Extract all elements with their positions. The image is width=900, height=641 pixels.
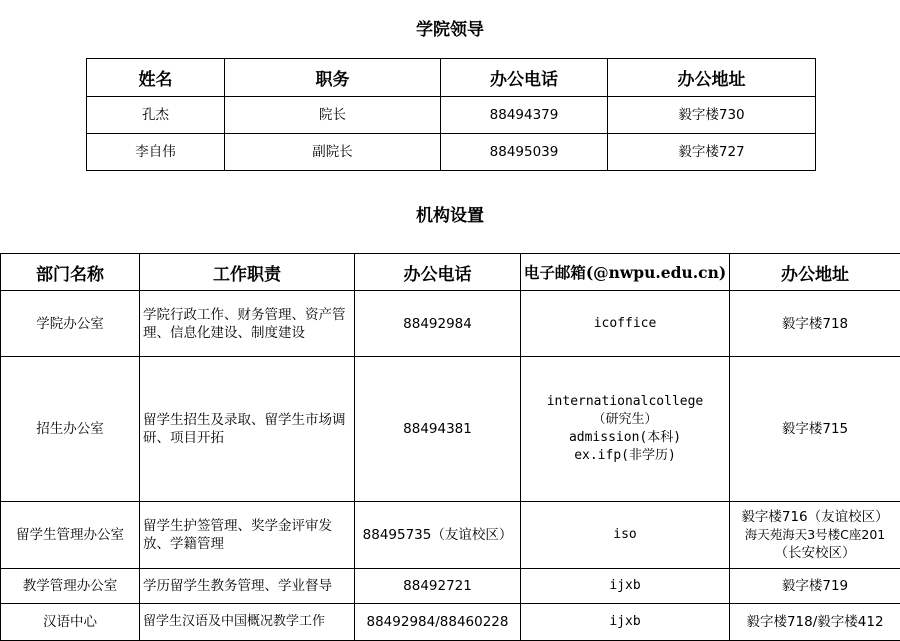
- leaders-section-title: 学院领导: [416, 20, 484, 40]
- header-address: 办公地址: [730, 254, 900, 291]
- department-phone: 88492984/88460228: [355, 604, 521, 641]
- header-position: 职务: [225, 59, 441, 97]
- department-address: [730, 357, 900, 502]
- department-phone: 88494381: [355, 357, 521, 502]
- email-line: admission(本科): [568, 430, 682, 445]
- email-line: icoffice: [593, 315, 657, 331]
- header-department: 部门名称: [1, 254, 140, 291]
- leaders-table: [86, 58, 816, 171]
- address-line: 毅字楼719: [781, 578, 849, 594]
- address-line: 毅字楼718/毅字楼412: [746, 614, 884, 630]
- address-line: （长安校区）: [774, 545, 856, 561]
- department-name: 学院办公室: [1, 291, 140, 357]
- table-row: [87, 97, 816, 134]
- department-duties: 留学生招生及录取、留学生市场调研、项目开拓: [140, 357, 355, 502]
- table-row: [87, 134, 816, 171]
- department-address: [730, 569, 900, 604]
- leader-position: 副院长: [225, 134, 441, 171]
- table-row: [1, 569, 900, 604]
- departments-section-title: 机构设置: [416, 206, 484, 226]
- leader-name: 李自伟: [87, 134, 225, 171]
- table-row: [1, 604, 900, 641]
- header-address: 办公地址: [608, 59, 816, 97]
- department-duties: 学历留学生教务管理、学业督导: [140, 569, 355, 604]
- email-line: iso: [613, 527, 637, 542]
- department-address: [730, 604, 900, 641]
- email-line: ijxb: [609, 578, 641, 593]
- department-phone: 88492721: [355, 569, 521, 604]
- department-email: [521, 357, 730, 502]
- table-row: [1, 291, 900, 357]
- leader-address: 毅字楼727: [608, 134, 816, 171]
- departments-table: [0, 253, 900, 641]
- leader-address: 毅字楼730: [608, 97, 816, 134]
- address-line: 毅字楼718: [781, 315, 849, 332]
- leader-phone: 88495039: [441, 134, 608, 171]
- table-header-row: [1, 254, 900, 291]
- department-address: [730, 291, 900, 357]
- email-line: ijxb: [609, 614, 641, 629]
- header-name: 姓名: [87, 59, 225, 97]
- email-line: internationalcollege: [546, 394, 704, 409]
- leader-name: 孔杰: [87, 97, 225, 134]
- address-line: 毅字楼715: [781, 421, 849, 437]
- table-row: [1, 502, 900, 569]
- department-name: 汉语中心: [1, 604, 140, 641]
- department-name: 教学管理办公室: [1, 569, 140, 604]
- department-duties: 留学生护签管理、奖学金评审发放、学籍管理: [140, 502, 355, 569]
- department-email: [521, 291, 730, 357]
- leader-position: 院长: [225, 97, 441, 134]
- department-email: [521, 502, 730, 569]
- department-duties: 留学生汉语及中国概况教学工作: [140, 604, 355, 641]
- leader-phone: 88494379: [441, 97, 608, 134]
- header-phone: 办公电话: [441, 59, 608, 97]
- department-phone: 88492984: [355, 291, 521, 357]
- email-line: ex.ifp(非学历): [574, 448, 676, 463]
- department-address: [730, 502, 900, 569]
- table-header-row: [87, 59, 816, 97]
- address-line: 毅字楼716（友谊校区）: [741, 509, 889, 525]
- department-duties: 学院行政工作、财务管理、资产管理、信息化建设、制度建设: [140, 291, 355, 357]
- department-email: [521, 569, 730, 604]
- department-name: 留学生管理办公室: [1, 502, 140, 569]
- department-phone: 88495735（友谊校区）: [355, 502, 521, 569]
- table-row: [1, 357, 900, 502]
- header-duties: 工作职责: [140, 254, 355, 291]
- email-line: （研究生）: [592, 412, 658, 427]
- department-name: 招生办公室: [1, 357, 140, 502]
- header-email: 电子邮箱(@nwpu.edu.cn): [521, 254, 730, 291]
- header-phone: 办公电话: [355, 254, 521, 291]
- department-email: [521, 604, 730, 641]
- address-line: 海天苑海天3号楼C座201: [744, 527, 886, 542]
